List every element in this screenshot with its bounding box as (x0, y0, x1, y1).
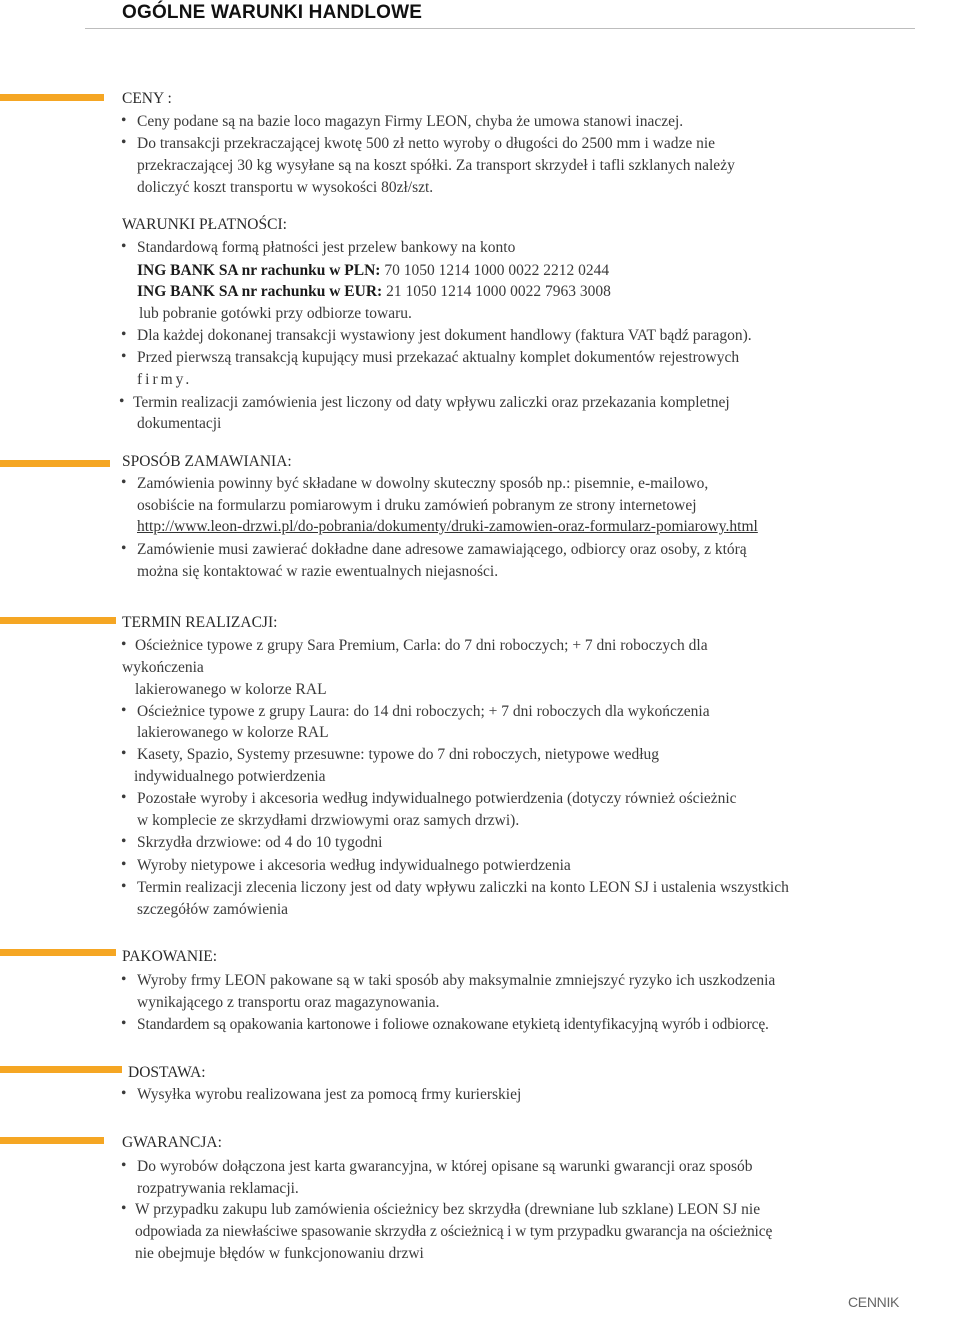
realizacji-bullet-3-line-1: Kasety, Spazio, Systemy przesuwne: typowe do 7 dni roboczych, nietypowe według (137, 746, 660, 763)
order-forms-link[interactable]: http://www.leon-drzwi.pl/do-pobrania/dokumenty/druki-zamowien-oraz-formularz-pomiarowy.html (137, 518, 758, 535)
bullet-icon: • (121, 112, 127, 129)
bullet-icon: • (121, 833, 127, 850)
bullet-icon: • (121, 540, 127, 557)
section-heading-zamawiania: SPOSÓB ZAMAWIANIA: (122, 453, 292, 470)
realizacji-bullet-1-line-3: lakierowanego w kolorze RAL (135, 681, 327, 698)
bank-account-eur (137, 282, 611, 302)
bullet-icon: • (121, 878, 127, 895)
title-divider (85, 28, 915, 29)
gwarancja-bullet-1-line-2: rozpatrywania reklamacji. (137, 1180, 299, 1197)
bullet-icon: • (121, 636, 127, 653)
realizacji-bullet-1-line-2: wykończenia (122, 659, 204, 676)
platnosci-bullet-2: Dla każdej dokonanej transakcji wystawiony jest dokument handlowy (faktura VAT bądź paragon). (137, 327, 752, 344)
section-marker-bar (0, 1137, 104, 1144)
bullet-icon: • (121, 789, 127, 806)
section-marker-bar (0, 94, 104, 101)
bullet-icon: • (121, 745, 127, 762)
pakowanie-bullet-2: Standardem są opakowania kartonowe i foliowe oznakowane etykietą identyfikacyjną wyrób i odbiorcę. (137, 1016, 769, 1033)
bullet-icon: • (121, 134, 127, 151)
pakowanie-bullet-1-line-1: Wyroby frmy LEON pakowane są w taki sposób aby maksymalnie zmniejszyć ryzyko ich uszkodzenia (137, 972, 776, 989)
bullet-icon: • (121, 971, 127, 988)
section-marker-bar (0, 1066, 122, 1073)
platnosci-bullet-1: Standardową formą płatności jest przelew bankowy na konto (137, 239, 516, 256)
realizacji-bullet-6: Wyroby nietypowe i akcesoria według indywidualnego potwierdzenia (137, 857, 571, 874)
section-heading-ceny: CENY : (122, 90, 172, 107)
bank-account-eur-label: ING BANK SA nr rachunku w EUR: (137, 283, 383, 300)
realizacji-bullet-3-line-2: indywidualnego potwierdzenia (134, 768, 326, 785)
realizacji-bullet-7-line-2: szczegółów zamówienia (137, 901, 289, 918)
section-marker-bar (0, 949, 116, 956)
section-heading-platnosci: WARUNKI PŁATNOŚCI: (122, 216, 287, 233)
zamawiania-bullet-2-line-1: Zamówienie musi zawierać dokładne dane adresowe zamawiającego, odbiorcy oraz osoby, z którą (137, 541, 747, 558)
gwarancja-bullet-1-line-1: Do wyrobów dołączona jest karta gwarancyjna, w której opisane są warunki gwarancji oraz sposób (137, 1158, 753, 1175)
gwarancja-bullet-2-line-3: nie obejmuje błędów w funkcjonowaniu drzwi (135, 1245, 424, 1262)
bullet-icon: • (121, 348, 127, 365)
realizacji-bullet-4-line-2: w komplecie ze skrzydłami drzwiowymi oraz samych drzwi). (137, 812, 520, 829)
platnosci-cash-option: lub pobranie gotówki przy odbiorze towaru. (139, 305, 412, 322)
bank-account-pln-label: ING BANK SA nr rachunku w PLN: (137, 262, 381, 279)
zamawiania-bullet-1-line-2: osobiście na formularzu pomiarowym i druku zamówień pobranym ze strony internetowej (137, 497, 697, 514)
bullet-icon: • (121, 238, 127, 255)
bullet-icon: • (121, 474, 127, 491)
section-marker-bar (0, 460, 110, 467)
page-title: OGÓLNE WARUNKI HANDLOWE (122, 2, 423, 23)
ceny-bullet-2-line-1: Do transakcji przekraczającej kwotę 500 zł netto wyroby o długości do 2500 mm i wadze nie (137, 135, 716, 152)
platnosci-bullet-3-line-2: firmy. (137, 371, 193, 388)
section-heading-realizacji: TERMIN REALIZACJI: (122, 614, 278, 631)
realizacji-bullet-2-line-2: lakierowanego w kolorze RAL (137, 724, 329, 741)
zamawiania-bullet-2-line-2: można się kontaktować w razie ewentualnych niejasności. (137, 563, 499, 580)
bullet-icon: • (121, 326, 127, 343)
realizacji-bullet-4-line-1: Pozostałe wyroby i akcesoria według indywidualnego potwierdzenia (dotyczy również ościeżnic (137, 790, 737, 807)
realizacji-bullet-1-line-1: Ościeżnice typowe z grupy Sara Premium, Carla: do 7 dni roboczych; + 7 dni roboczych dla (135, 637, 708, 654)
section-heading-pakowanie: PAKOWANIE: (122, 948, 218, 965)
bank-account-eur-number: 21 1050 1214 1000 0022 7963 3008 (386, 283, 611, 300)
bullet-icon: • (121, 1015, 127, 1032)
ceny-bullet-2-line-3: doliczyć koszt transportu w wysokości 80zł/szt. (137, 179, 434, 196)
footer-label: CENNIK (848, 1294, 900, 1310)
realizacji-bullet-5: Skrzydła drzwiowe: od 4 do 10 tygodni (137, 834, 383, 851)
ceny-bullet-1: Ceny podane są na bazie loco magazyn Firmy LEON, chyba że umowa stanowi inaczej. (137, 113, 684, 130)
zamawiania-bullet-1-line-1: Zamówienia powinny być składane w dowolny skuteczny sposób np.: pisemnie, e-mailowo, (137, 475, 709, 492)
bullet-icon: • (119, 393, 125, 410)
ceny-bullet-2-line-2: przekraczającej 30 kg wysyłane są na koszt spółki. Za transport skrzydeł i tafli szklanych należy (137, 157, 735, 174)
dostawa-bullet-1: Wysyłka wyrobu realizowana jest za pomocą frmy kurierskiej (137, 1086, 522, 1103)
section-heading-dostawa: DOSTAWA: (128, 1064, 206, 1081)
realizacji-bullet-7-line-1: Termin realizacji zlecenia liczony jest od daty wpływu zaliczki na konto LEON SJ i ustalenia wszystkich (137, 879, 789, 896)
gwarancja-bullet-2-line-1: W przypadku zakupu lub zamówienia ościeżnicy bez skrzydła (drewniane lub szklane) LEON SJ nie (135, 1201, 761, 1218)
bank-account-pln-number: 70 1050 1214 1000 0022 2212 0244 (384, 262, 610, 279)
section-marker-bar (0, 617, 116, 624)
bullet-icon: • (121, 1085, 127, 1102)
gwarancja-bullet-2-line-2: odpowiada za niewłaściwe spasowanie skrzydła z ościeżnicą i w tym przypadku gwarancja na ościeżnicę (135, 1223, 773, 1240)
bullet-icon: • (121, 856, 127, 873)
pakowanie-bullet-1-line-2: wynikającego z transportu oraz magazynowania. (137, 994, 440, 1011)
bank-account-pln (137, 261, 609, 281)
platnosci-bullet-4-line-1: Termin realizacji zamówienia jest liczony od daty wpływu zaliczki oraz przekazania kompletnej (133, 394, 730, 411)
realizacji-bullet-2-line-1: Ościeżnice typowe z grupy Laura: do 14 dni roboczych; + 7 dni roboczych dla wykończenia (137, 703, 710, 720)
bullet-icon: • (121, 702, 127, 719)
bullet-icon: • (121, 1157, 127, 1174)
platnosci-bullet-3-line-1: Przed pierwszą transakcją kupujący musi przekazać aktualny komplet dokumentów rejestrowych (137, 349, 740, 366)
platnosci-bullet-4-line-2: dokumentacji (137, 415, 222, 432)
section-heading-gwarancja: GWARANCJA: (122, 1134, 222, 1151)
bullet-icon: • (121, 1200, 127, 1217)
